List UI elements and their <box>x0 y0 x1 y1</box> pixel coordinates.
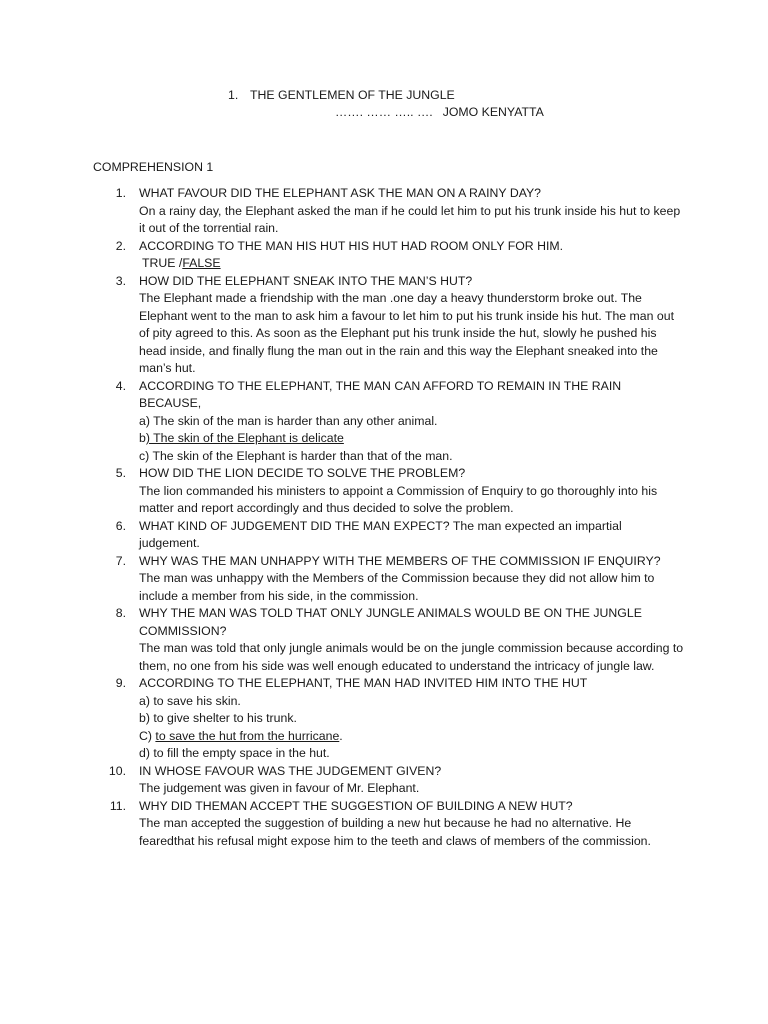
answer-text: The man was unhappy with the Members of the Commission because they did not allow him to include a member from his side, in the commission. <box>139 571 655 603</box>
option-b <box>139 430 684 448</box>
question-number: 7. <box>115 553 126 568</box>
author-line <box>335 105 544 119</box>
option-c-underlined: to save the hut from the hurricane <box>155 728 340 743</box>
author-dots: ……. …… ….. …. <box>335 105 433 119</box>
question-number: 2. <box>115 238 126 253</box>
option-true: TRUE / <box>142 256 183 270</box>
question-text: ACCORDING TO THE ELEPHANT, THE MAN CAN AFFORD TO REMAIN IN THE RAIN BECAUSE, <box>139 378 622 410</box>
question-item <box>0 553 768 606</box>
option-c-suffix: . <box>339 728 343 743</box>
option-a: a) The skin of the man is harder than any other animal. <box>139 413 438 428</box>
answer-text: The man expected an impartial judgement. <box>139 518 622 550</box>
question-text: WHAT KIND OF JUDGEMENT DID THE MAN EXPECT? <box>139 518 450 533</box>
option-b: b) to give shelter to his trunk. <box>139 711 297 725</box>
answer-text: The man was told that only jungle animals would be on the jungle commission because according to them, no one from his side was well enough educated to understand the intricacy of jungle law. <box>139 641 684 673</box>
option-b-prefix: b <box>139 431 146 445</box>
author-name: JOMO KENYATTA <box>442 105 544 119</box>
section-title: COMPREHENSION 1 <box>93 160 214 174</box>
question-item <box>0 378 768 466</box>
question-list <box>0 185 768 850</box>
answer-text: The Elephant made a friendship with the man .one day a heavy thunderstorm broke out. The Elephant went to the man to ask him a favour to let him to put his trunk inside his hut. The man out of pity agreed to this. As soon as the Elephant put his trunk inside the hut, slowly he pushed his head inside, and finally flung the man out in the rain and this way the Elephant sneaked into the man’s hut. <box>139 291 674 375</box>
question-text: IN WHOSE FAVOUR WAS THE JUDGEMENT GIVEN? <box>139 763 442 778</box>
question-text: WHY DID THEMAN ACCEPT THE SUGGESTION OF BUILDING A NEW HUT? <box>139 798 573 813</box>
question-item <box>0 518 768 553</box>
question-number: 8. <box>115 606 126 620</box>
question-number: 10. <box>108 763 126 778</box>
question-item <box>0 465 768 518</box>
option-c: c) The skin of the Elephant is harder than that of the man. <box>139 448 453 463</box>
question-number: 6. <box>115 518 126 533</box>
answer-text: On a rainy day, the Elephant asked the man if he could let him to put his trunk inside his hut to keep it out of the torrential rain. <box>139 203 681 235</box>
question-item <box>0 798 768 851</box>
question-number: 9. <box>115 676 126 690</box>
option-c <box>139 728 684 746</box>
question-text: WHY THE MAN WAS TOLD THAT ONLY JUNGLE ANIMALS WOULD BE ON THE JUNGLE COMMISSION? <box>139 606 642 638</box>
question-number: 1. <box>115 186 126 200</box>
answer-text: The lion commanded his ministers to appoint a Commission of Enquiry to go thoroughly into his matter and report accordingly and thus decided to solve the problem. <box>139 483 658 515</box>
option-b-underlined: ) The skin of the Elephant is delicate <box>145 431 344 445</box>
document-title <box>228 88 455 102</box>
answer-options <box>139 255 684 273</box>
answer-text: The man accepted the suggestion of building a new hut because he had no alternative. He fearedthat his refusal might expose him to the teeth and claws of members of the commission. <box>139 816 651 848</box>
option-a: a) to save his skin. <box>139 693 241 708</box>
question-text: HOW DID THE LION DECIDE TO SOLVE THE PROBLEM? <box>139 466 466 480</box>
option-d: d) to fill the empty space in the hut. <box>139 746 330 760</box>
question-number: 11. <box>109 798 126 813</box>
question-text: WHAT FAVOUR DID THE ELEPHANT ASK THE MAN ON A RAINY DAY? <box>139 186 542 200</box>
answer-text: The judgement was given in favour of Mr. Elephant. <box>139 781 420 795</box>
title-text: THE GENTLEMEN OF THE JUNGLE <box>250 88 455 102</box>
option-false-underlined: FALSE <box>182 256 221 270</box>
question-text: HOW DID THE ELEPHANT SNEAK INTO THE MAN’S HUT? <box>139 273 473 288</box>
title-number: 1. <box>228 88 239 102</box>
question-number: 4. <box>115 378 126 393</box>
question-item <box>0 273 768 378</box>
question-item <box>0 675 768 763</box>
question-text: ACCORDING TO THE ELEPHANT, THE MAN HAD INVITED HIM INTO THE HUT <box>139 676 588 690</box>
question-number: 5. <box>115 466 126 480</box>
question-text: WHY WAS THE MAN UNHAPPY WITH THE MEMBERS OF THE COMMISSION IF ENQUIRY? <box>139 553 661 568</box>
question-item <box>0 763 768 798</box>
question-item <box>0 238 768 273</box>
question-item <box>0 605 768 675</box>
option-c-prefix: C) <box>139 728 156 743</box>
question-text: ACCORDING TO THE MAN HIS HUT HIS HUT HAD ROOM ONLY FOR HIM. <box>139 238 564 253</box>
question-number: 3. <box>115 273 126 288</box>
question-item <box>0 185 768 238</box>
